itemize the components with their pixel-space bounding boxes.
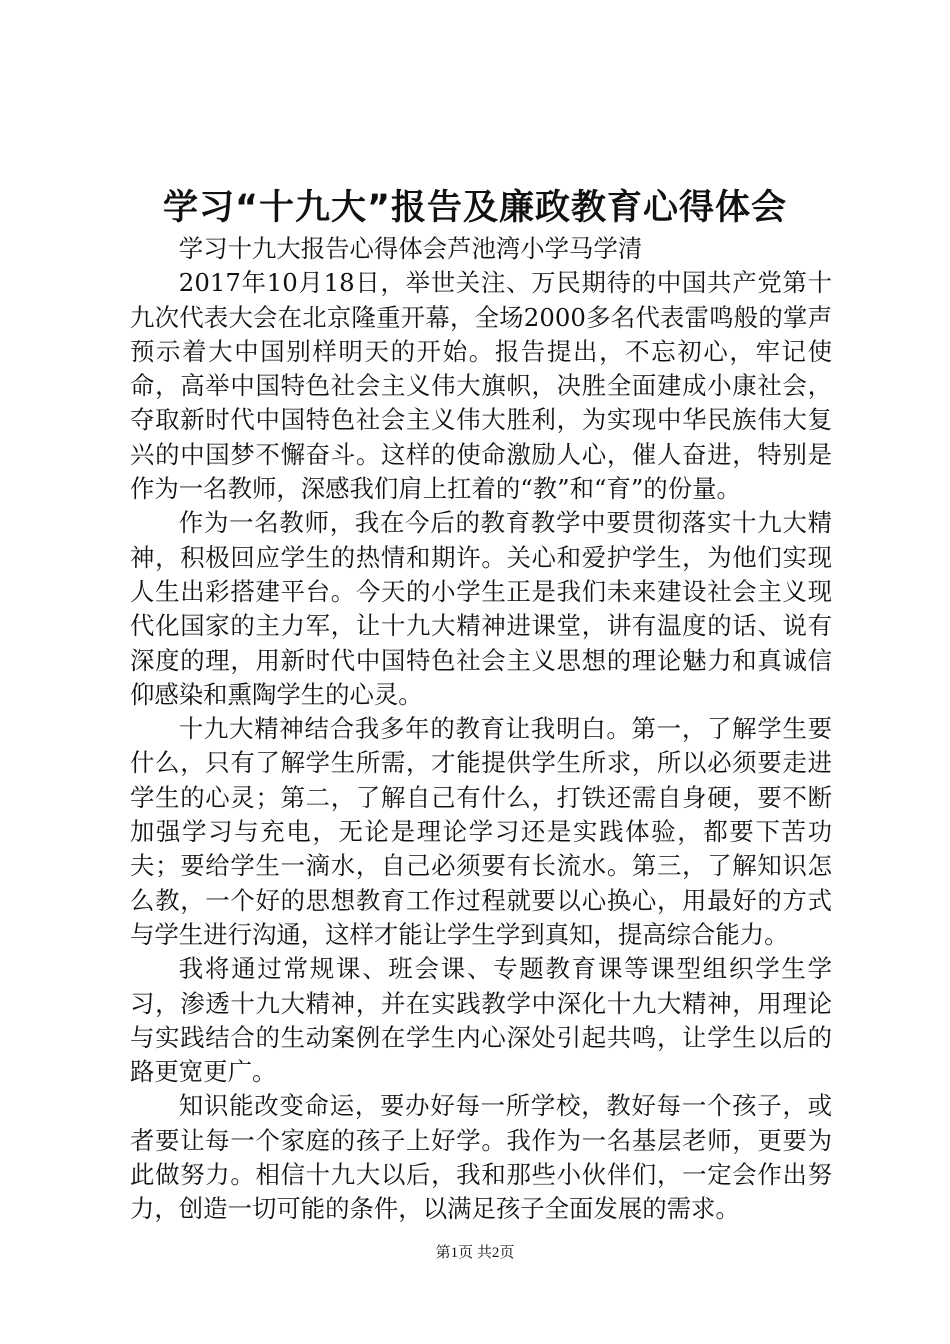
paragraph-subtitle: 学习十九大报告心得体会芦池湾小学马学清 <box>178 234 643 263</box>
paragraph: 知识能改变命运，要办好每一所学校，教好每一个孩子，或者要让每一个家庭的孩子上好学。我作为一名基层老师，更要为此做努力。相信十九大以后，我和那些小伙伴们，一定会作出努力，创造一切可能的条件，以满足孩子全面发展的需求。 <box>130 1091 832 1224</box>
paragraph: 作为一名教师，我在今后的教育教学中要贯彻落实十九大精神，积极回应学生的热情和期许。关心和爱护学生，为他们实现人生出彩搭建平台。今天的小学生正是我们未来建设社会主义现代化国家的主力军，让十九大精神进课堂，讲有温度的话、说有深度的理，用新时代中国特色社会主义思想的理论魅力和真诚信仰感染和熏陶学生的心灵。 <box>130 508 832 709</box>
document-body <box>130 232 832 1227</box>
page-number-footer: 第1页 共2页 <box>435 1245 515 1261</box>
paragraph: 我将通过常规课、班会课、专题教育课等课型组织学生学习，渗透十九大精神，并在实践教学中深化十九大精神，用理论与实践结合的生动案例在学生内心深处引起共鸣，让学生以后的路更宽更广。 <box>130 954 832 1087</box>
paragraph: 2017年10月18日，举世关注、万民期待的中国共产党第十九次代表大会在北京隆重开幕，全场2000多名代表雷鸣般的掌声预示着大中国别样明天的开始。报告提出，不忘初心，牢记使命，高举中国特色社会主义伟大旗帜，决胜全面建成小康社会，夺取新时代中国特色社会主义伟大胜利，为实现中华民族伟大复兴的中国梦不懈奋斗。这样的使命激励人心，催人奋进，特别是作为一名教师，深感我们肩上扛着的“教”和“育”的份量。 <box>130 268 832 504</box>
paragraph: 十九大精神结合我多年的教育让我明白。第一，了解学生要什么，只有了解学生所需，才能提供学生所求，所以必须要走进学生的心灵；第二，了解自己有什么，打铁还需自身硬，要不断加强学习与充电，无论是理论学习还是实践体验，都要下苦功夫；要给学生一滴水，自己必须要有长流水。第三，了解知识怎么教，一个好的思想教育工作过程就要以心换心，用最好的方式与学生进行沟通，这样才能让学生学到真知，提高综合能力。 <box>130 714 832 949</box>
document-title: 学习“十九大”报告及廉政教育心得体会 <box>162 188 787 228</box>
